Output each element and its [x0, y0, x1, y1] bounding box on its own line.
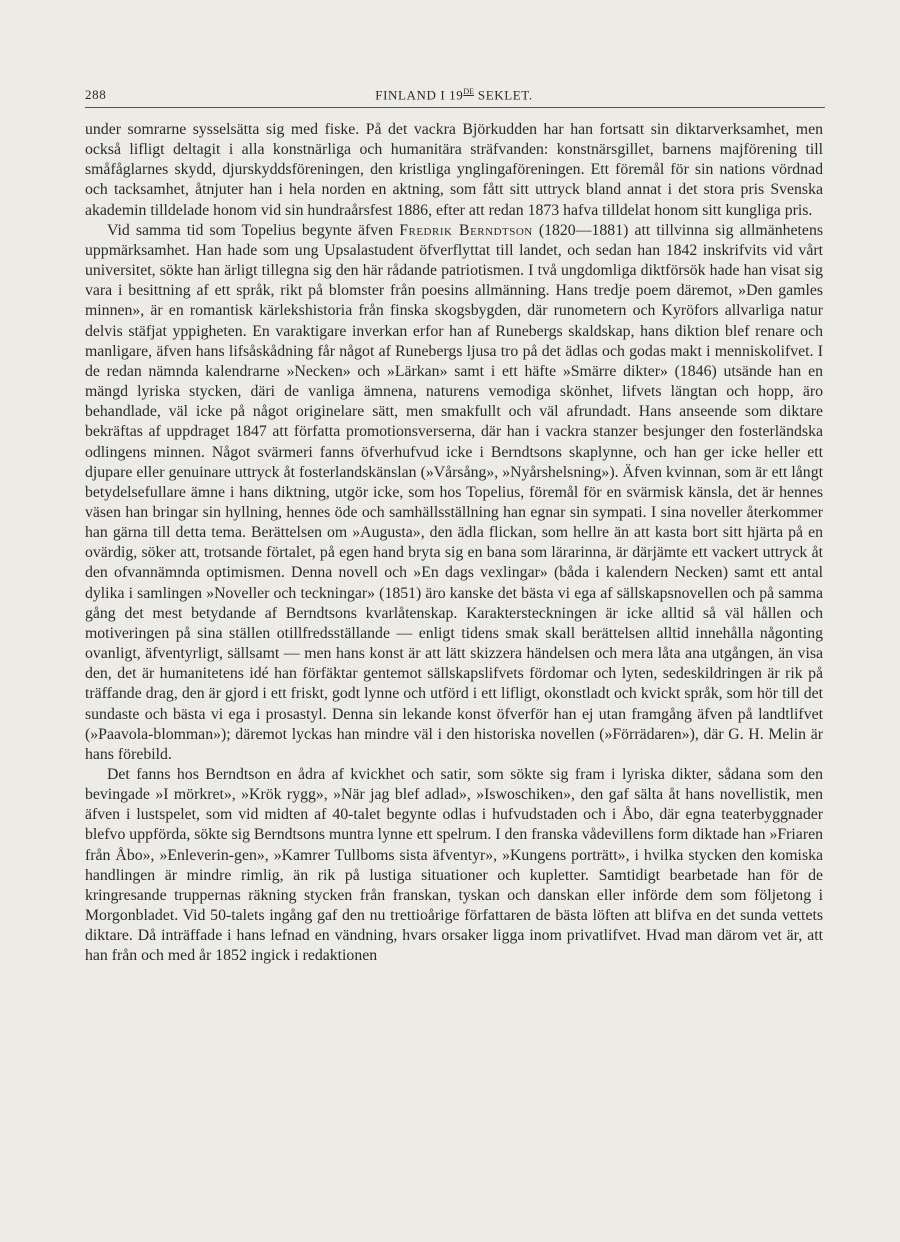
- body-text: [85, 120, 823, 967]
- paragraph-2: [85, 221, 823, 765]
- paragraph-3-text: Det fanns hos Berndtson en ådra af kvickhet och satir, som sökte sig fram i lyriska dikter, sådana som den bevingade »I mörkret», »Krök rygg», »När jag blef adlad», »Iswoschiken», den gaf sälta åt hans novellistik, men äfven i lustspelet, som vid midten af 40-talet begynte odlas i hufvudstaden och i Åbo, där egna teaterbyggnader blefvo uppförda, sökte sig Berndtsons muntra lynne ett spelrum. I den franska vådevillens form diktade han »Friaren från Åbo», »Enleverin-gen», »Kamrer Tullboms sista äfventyr», »Kungens porträtt», i hvilka stycken den komiska handlingen är mindre rimlig, än rik på lustiga situationer och kupletter. Samtidigt bearbetade han för de kringresande truppernas räkning stycken från franskan, tyskan och danskan eller införde dem som följetong i Morgonbladet. Vid 50-talets ingång gaf den nu trettioårige författaren de bästa löften att blifva en det sunda vettets diktare. Då inträffade i hans lefnad en vändning, hvars orsaker ligga inom privatlifvet. Hvad man därom vet är, att han från och med år 1852 ingick i redaktionen: [85, 766, 823, 965]
- running-title-superscript: DE: [463, 87, 475, 96]
- paragraph-1: [85, 120, 823, 221]
- running-title-suffix: SEKLET.: [474, 87, 533, 103]
- running-head: [85, 87, 823, 109]
- paragraph-1-text: under somrarne sysselsätta sig med fiske. På det vackra Björkudden har han fortsatt sin diktarverksamhet, men också lifligt deltagit i alla konstnärliga och humanitära sträfvanden: konstnärsgillet, barnens majförening till småfåglarnes skydd, djurskyddsföreningen, den kristliga ynglingaföreningen. Ett föremål för sin nations vördnad och tacksamhet, åtnjuter han i hela norden en aktning, som fått sitt uttryck bland annat i det stora pris Svenska akademin tilldelade honom vid sin hundraårsfest 1886, efter att redan 1873 hafva tilldelat honom sitt kungliga pris.: [85, 121, 823, 219]
- paragraph-2-text: (1820—1881) att tillvinna sig allmänhetens uppmärksamhet. Han hade som ung Upsalastudent öfverflyttat till landet, och sedan han 1842 inskrifvits vid vårt universitet, sökte han ärligt tillegna sig den här rådande patriotismen. I två ungdomliga diktförsök hade han visat sig vara i besittning af ett språk, rikt på blomster från poesins allmänning. Hans tredje poem däremot, »Den gamles minnen», är en romantisk kärlekshistoria från finska skogsbygden, där runometern och Kyröfors allvarliga natur delvis stäfjat yppigheten. En varaktigare inverkan erfor han af Runebergs skaldskap, hans diktion blef renare och manligare, äfven hans lifsåskådning får något af Runebergs ljusa tro på det ädlas och godas makt i menniskolifvet. I de redan nämnda kalendrarne »Necken» och »Lärkan» samt i ett häfte »Smärre dikter» (1846) utsände han en mängd lyriska stycken, däri de vanliga ämnena, naturens vemodiga skönhet, lifvets längtan och hopp, äro behandlade, väl icke på något originelare sätt, men smakfullt och väl afrundadt. Hans anseende som diktare bekräftas af uppdraget 1847 att författa promotionsverserna, där han i vackra stanzer besjunger den fosterländska odlingens minnen. Något svärmeri fanns öfverhufvud icke i Berndtsons skaplynne, och han ger icke heller ett djupare eller genuinare uttryck åt fosterlandskänslan (»Vårsång», »Nyårshelsning»). Äfven kvinnan, som är ett långt betydelsefullare ämne i hans diktning, utgör icke, som hos Topelius, föremål för en svärmisk känsla, det är hennes väsen han bringar sin hyllning, hennes öde och samhällsställning han egnar sin sympati. I sina noveller återkommer han gärna till detta tema. Berättelsen om »Augusta», den ädla flickan, som hellre än att kasta bort sitt hjärta på en ovärdig, söker att, trotsande förtalet, på egen hand bryta sig en bana som lärarinna, är därjämte ett vackert uttryck åt den ofvannämnda optimismen. Denna novell och »En dags vexlingar» (båda i kalendern Necken) samt ett antal dylika i samlingen »Noveller och teckningar» (1851) äro kanske det bästa vi ega af sällskapsnovellen och på samma gång det mest betydande af Berndtsons kvarlåtenskap. Karaktersteckningen är icke alltid så väl hållen och motiveringen på sina ställen otillfredsställande — enligt tidens smak skall berättelsen alltid innehålla någonting ovanligt, äfventyrligt, sällsamt — men hans konst är att lätt skizzera händelsen och mera låta ana utgången, än visa den, det är humanitetens idé han förfäktar gentemot sällskapslifvets fördomar och lyten, sedeskildringen är rik på träffande drag, den är gjord i ett friskt, godt lynne och utförd i ett lifligt, okonstladt och kvickt språk, som hör till det sundaste och bästa vi ega i prosastyl. Denna sin lekande konst öfverför han ej utan framgång äfven på landtlifvet (»Paavola-blomman»); däremot lyckas han mindre väl i den historiska novellen (»Förrädaren»), där G. H. Melin är hans förebild.: [85, 221, 823, 763]
- running-title: [85, 87, 823, 103]
- author-name: Fredrik Berndtson: [399, 221, 533, 239]
- paragraph-2-lead: Vid samma tid som Topelius begynte äfven: [107, 221, 400, 239]
- running-title-prefix: FINLAND I 19: [375, 87, 464, 103]
- page-number: 288: [85, 87, 107, 102]
- paragraph-3: [85, 765, 823, 967]
- header-rule: [85, 107, 825, 108]
